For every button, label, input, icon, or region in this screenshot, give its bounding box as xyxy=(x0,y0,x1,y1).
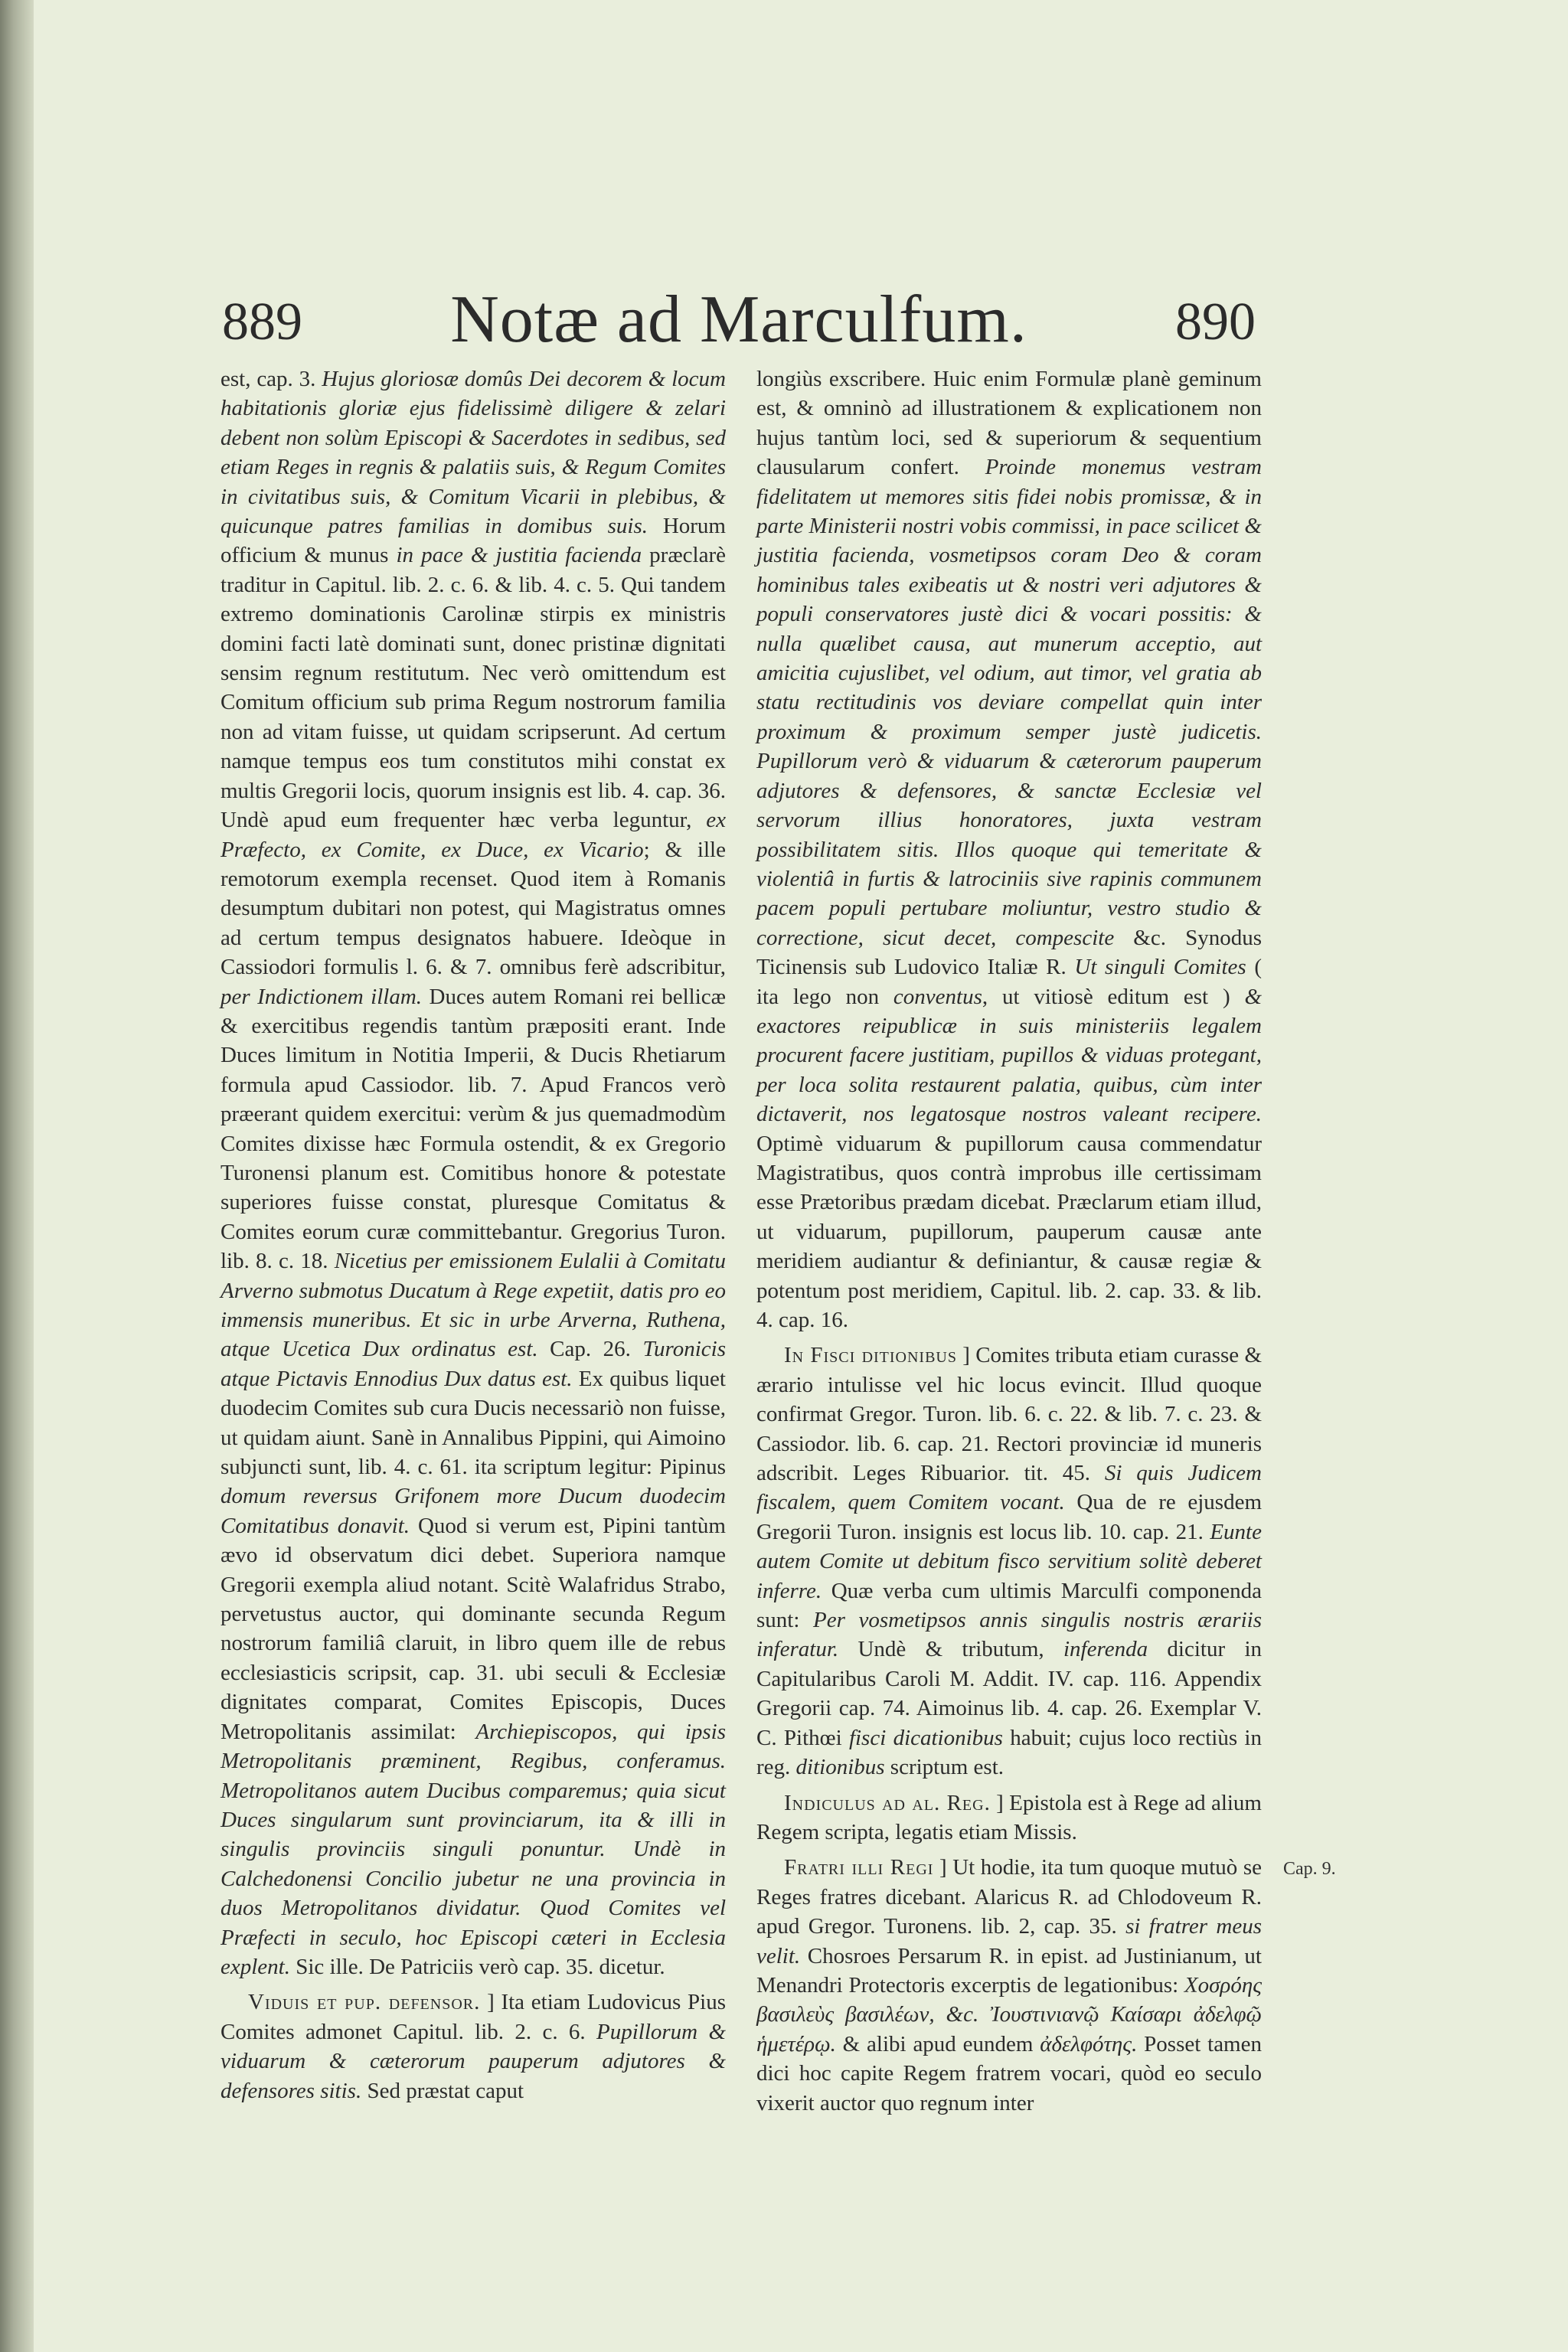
right-paragraph-2 xyxy=(756,1341,1262,1782)
book-spine-shadow xyxy=(0,0,34,2352)
page-number-left: 889 xyxy=(222,292,302,351)
text-run: Chosroes Persarum R. in epist. ad Justinianum, ut Menandri Protectoris excerptis de legationibus: xyxy=(756,1943,1262,1998)
lemma-heading: In Fisci ditionibus xyxy=(784,1343,957,1368)
right-paragraph-3 xyxy=(756,1788,1262,1847)
text-run: ] Ut hodie, ita tum quoque mutuò se Reges fratres dicebant. Alaricus R. ad Chlodoveum R. apud Gregor. Turonens. lib. 2, cap. 35. xyxy=(756,1855,1262,1939)
text-run: ] Comites tributa etiam curasse & ærario intulisse vel hic locus evincit. Illud quoque confirmat Gregor. Turon. lib. 6. c. 22. & lib. 7. c. 23. & Cassiodor. lib. 6. cap. 21. Rectori provinciæ id muneris adscribit. Leges Ribuarior. tit. 45. xyxy=(756,1343,1262,1486)
text-run: dicitur in Capitularibus Caroli M. Addit. IV. cap. 116. Appendix Gregorii cap. 74. Aimoinus lib. 4. cap. 26. Exemplar V. C. Pithœi xyxy=(756,1637,1262,1750)
italic-text-run: per Indictionem illam. xyxy=(220,984,423,1009)
italic-text-run: & exactores reipublicæ in suis ministeriis legalem procurent facere justitiam, pupillos & viduas protegant, per loca solita restaurent palatia, quibus, cùm inter dictaverit, nos legatosque nostros valeant recipere. xyxy=(756,984,1262,1127)
italic-text-run: Archiepiscopos, qui ipsis Metropolitanis præminent, Regibus, conferamus. Metropolitanos autem Ducibus comparemus; quia sicut Duces singularum sunt provinciarum, ita & illi in singulis provinciis singuli ponuntur. Undè in Calchedonensi Concilio jubetur ne una provincia in duos Metropolitanos dividatur. Quod Comites vel Præfecti in seculo, hoc Episcopi cæteri in Ecclesia explent. xyxy=(220,1719,727,1979)
text-run: , ut vitiosè editum est ) xyxy=(982,984,1245,1009)
italic-text-run: si fratrer meus velit. xyxy=(756,1914,1262,1968)
text-run: ] Epistola est à Rege ad alium Regem scripta, legatis etiam Missis. xyxy=(756,1790,1262,1844)
italic-text-run: inferenda xyxy=(1063,1637,1148,1662)
left-paragraph-2 xyxy=(220,1988,726,2105)
text-run: Duces autem Romani rei bellicæ & exercitibus regendis tantùm præpositi erant. Inde Duces limitum in Notitia Imperii, & Ducis Rhetiarum formula apud Cassiodor. lib. 7. Apud Francos verò præerant quidem exercitui: verùm & jus quemadmodùm Comites dixisse hæc Formula ostendit, & ex Gregorio Turonensi planum est. Comitibus honore & potestate superiores fuisse constat, pluresque Comitatus & Comites eorum curæ committebantur. Gregorius Turon. lib. 8. c. 18. xyxy=(220,984,726,1274)
italic-text-run: fisci dicationibus xyxy=(848,1725,1003,1750)
text-run: Optimè viduarum & pupillorum causa commendatur Magistratibus, quos contrà improbus ille certissimam esse Prætoribus prædam dicebat. Præclarum etiam illud, ut viduarum, pupillorum, pauperum causæ ante meridiem audiantur & definiantur, & causæ regiæ & potentum post meridiem, Capitul. lib. 2. cap. 33. & lib. 4. cap. 16. xyxy=(756,1131,1262,1332)
page-header xyxy=(222,282,1256,366)
text-run: Qua de re ejusdem Gregorii Turon. insignis est locus lib. 10. cap. 21. xyxy=(756,1490,1262,1544)
margin-note: Cap. 9. xyxy=(1283,1859,1336,1879)
italic-text-run: ἀδελφότης. xyxy=(1040,2031,1138,2056)
italic-text-run: Proinde monemus vestram fidelitatem ut memores sitis fidei nobis promissæ, & in parte Ministerii nostri vobis commissi, in pace scilicet & justitia facienda, vosmetipsos coram Deo & coram hominibus tales exibeatis ut & nostri veri adjutores & populi conservatores justè dici & vocari possitis: & nulla quælibet causa, aut munerum acceptio, aut amicitia cujuslibet, vel odium, aut timor, vel gratia ab statu rectitudinis vos deviare compellat quin inter proximum & proximum semper justè judicetis. Pupillorum verò & viduarum & cæterorum pauperum adjutores & defensores, & sanctæ Ecclesiæ vel servorum illius honoratores, juxta vestram possibilitatem sitis. Illos quoque qui temeritate & violentiâ in furtis & latrociniis sive rapinis communem pacem populi pertubare moliuntur, vestro studio & correctione, sicut decet, compescite xyxy=(756,455,1262,950)
italic-text-run: Per vosmetipsos annis singulis nostris ærariis inferatur. xyxy=(756,1608,1262,1662)
text-run: præclarè traditur in Capitul. lib. 2. c. 6. & lib. 4. c. 5. Qui tandem extremo dominationis Carolinæ stirpis ex ministris domini facti latè dominati sunt, donec pristinæ dignitati sensim regnum restitutum. Nec verò omittendum est Comitum officium sub prima Regum nostrorum familia non ad vitam fuisse, ut quidam scripserunt. Ad certum namque tempus eos tum constitutos mihi constat ex multis Gregorii locis, quorum insignis est lib. 4. cap. 36. Undè apud eum frequenter hæc verba leguntur, xyxy=(220,543,726,833)
text-run: Quod si verum est, Pipini tantùm ævo id observatum dici debet. Superiora namque Gregorii exempla aliud notant. Scitè Walafridus Strabo, pervetustus auctor, qui dominante secunda Regum nostrorum familiâ claruit, in libro quem ille de rebus ecclesiasticis scripsit, cap. 31. ubi seculi & Ecclesiæ dignitates comparat, Comites Episcopis, Duces Metropolitanis assimilat: xyxy=(220,1513,726,1744)
lemma-heading: Fratri illi Regi xyxy=(784,1855,934,1880)
italic-text-run: Nicetius per emissionem Eulalii à Comitatu Arverno submotus Ducatum à Rege expetiit, datis pro eo immensis muneribus. Et sic in urbe Arverna, Ruthena, atque Ucetica Dux ordinatus est. xyxy=(220,1249,726,1362)
text-run: & alibi apud eundem xyxy=(835,2031,1040,2056)
italic-text-run: Turonicis atque Pictavis Ennodius Dux datus est. xyxy=(220,1337,726,1391)
page-number-right: 890 xyxy=(1175,292,1256,351)
right-paragraph-1 xyxy=(756,364,1262,1334)
italic-text-run: Ut singuli Comites xyxy=(1074,955,1246,980)
lemma-heading: Indiculus ad al. Reg. xyxy=(784,1790,991,1815)
italic-text-run: in pace & justitia facienda xyxy=(396,543,642,568)
lemma-heading: Viduis et pup. defensor. xyxy=(248,1990,481,2015)
italic-text-run: Si quis Judicem fiscalem, quem Comitem vocant. xyxy=(756,1461,1262,1515)
italic-text-run: Eunte autem Comite ut debitum fisco servitium solitè deberet inferre. xyxy=(756,1519,1262,1603)
running-title: Notæ ad Marculfum. xyxy=(450,283,1027,357)
left-column xyxy=(220,364,726,2105)
right-paragraph-4 xyxy=(756,1853,1262,2118)
text-run: scriptum est. xyxy=(884,1755,1004,1780)
italic-text-run: domum reversus Grifonem more Ducum duodecim Comitatibus donavit. xyxy=(220,1484,726,1538)
text-run: Cap. 26. xyxy=(537,1337,643,1362)
text-run: longiùs exscribere. Huic enim Formulæ planè geminum est, & omninò ad illustrationem & explicationem non hujus tantùm loci, sed & superiorum & sequentium clausularum confert. xyxy=(756,367,1262,480)
italic-text-run: Pupillorum & viduarum & cæterorum pauperum adjutores & defensores sitis. xyxy=(220,2019,727,2103)
text-run: Sic ille. De Patriciis verò cap. 35. dicetur. xyxy=(289,1954,665,1979)
italic-text-run: conventus xyxy=(893,984,982,1009)
text-run: ] Ita etiam Ludovicus Pius Comites admonet Capitul. lib. 2. c. 6. xyxy=(220,1990,727,2044)
text-run: ( ita lego non xyxy=(756,955,1262,1009)
italic-text-run: Χοσρόης βασιλεὺς βασιλέων, &c. Ἰουστινιανῷ Καίσαρι ἀδελφῷ ἡμετέρῳ. xyxy=(756,1972,1262,2056)
italic-text-run: Hujus gloriosæ domûs Dei decorem & locum habitationis gloriæ ejus fidelissimè diligere & zelari debent non solùm Episcopi & Sacerdotes in sedibus, sed etiam Reges in regnis & palatiis suis, & Regum Comites in civitatibus suis, & Comitum Vicarii in plebibus, & quicunque patres familias in domibus suis. xyxy=(220,367,726,539)
text-run: ; & ille remotorum exempla recenset. Quod item à Romanis desumptum dubitari non potest, qui Magistratus omnes ad certum tempus designatos habuere. Ideòque in Cassiodori formulis l. 6. & 7. omnibus ferè adscribitur, xyxy=(220,837,726,980)
text-run: Horum officium & munus xyxy=(220,514,726,568)
text-run: Sed præstat caput xyxy=(361,2078,524,2103)
text-run: Ex quibus liquet duodecim Comites sub cura Ducis necessariò non fuisse, ut quidam aiunt. Sanè in Annalibus Pippini, qui Aimoino subjuncti sunt, lib. 4. c. 61. ita scriptum legitur: Pipinus xyxy=(220,1366,726,1480)
italic-text-run: ditionibus xyxy=(795,1755,885,1780)
left-paragraph-1 xyxy=(220,364,726,1981)
italic-text-run: ex Præfecto, ex Comite, ex Duce, ex Vicario xyxy=(220,808,726,862)
right-column xyxy=(756,364,1262,2118)
text-run: Quæ verba cum ultimis Marculfi componenda sunt: xyxy=(756,1578,1262,1633)
text-run: Posset tamen dici hoc capite Regem fratrem vocari, quòd eo seculo vixerit auctor quo regnum inter xyxy=(756,2031,1262,2115)
text-run: Undè & tributum, xyxy=(838,1637,1063,1662)
text-run: &c. Synodus Ticinensis sub Ludovico Italiæ R. xyxy=(756,925,1262,980)
text-run: est, cap. 3. xyxy=(220,367,322,391)
text-run: habuit; cujus loco rectiùs in reg. xyxy=(756,1725,1262,1780)
